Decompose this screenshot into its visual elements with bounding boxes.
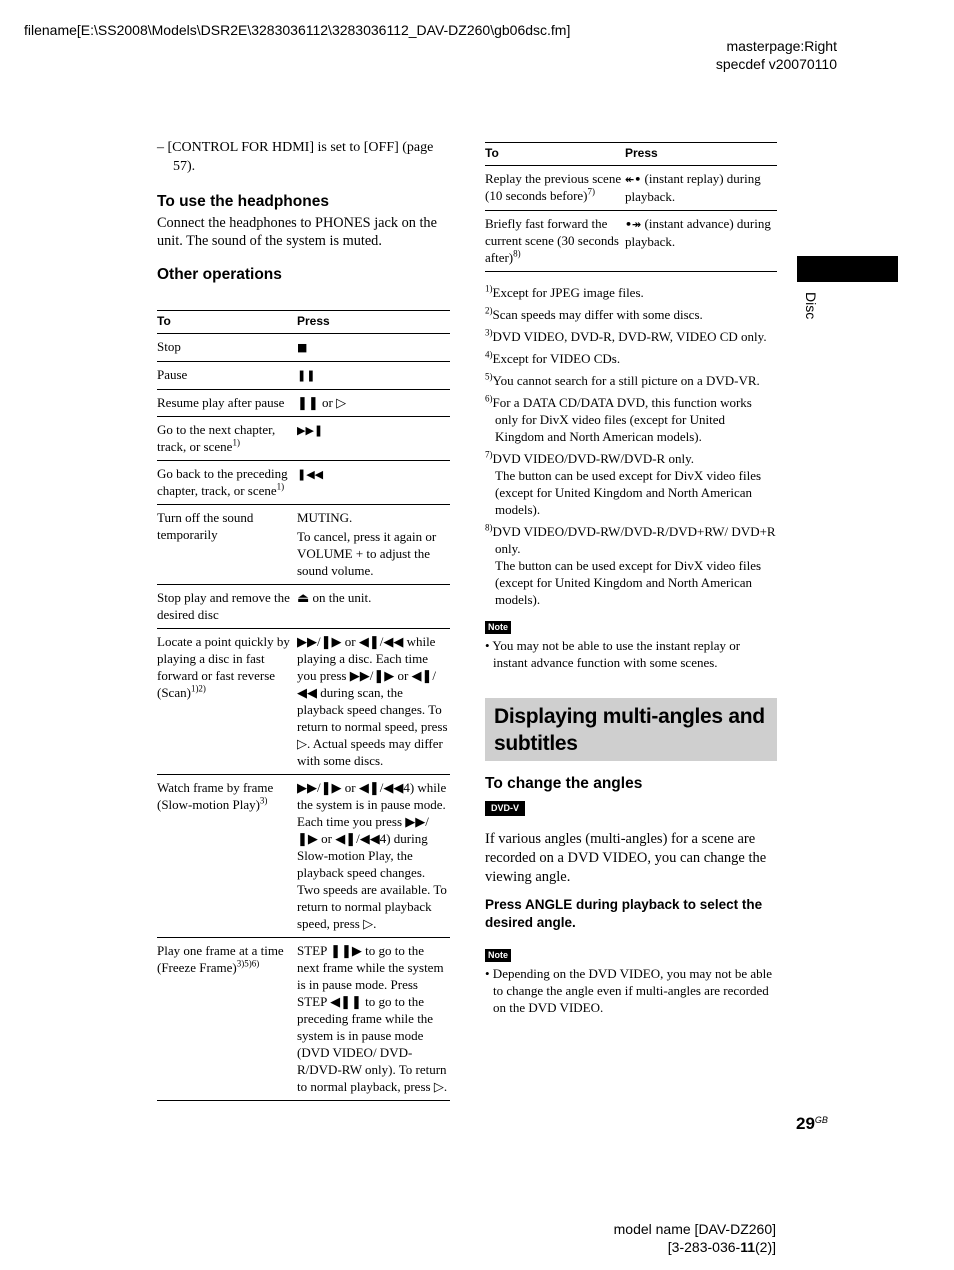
masterpage-header [716,37,837,73]
row-to [485,166,625,211]
row-to: Stop play and remove the desired disc [157,585,297,629]
footnote-ref: 1) [232,437,240,448]
table-row [157,629,450,775]
angles-instruction: Press ANGLE during playback to select the desired angle. [485,897,763,930]
previous-icon: ❚◀◀ [297,468,324,481]
footnote: $^{5)}$You cannot search for a still picture on a DVD-VR. [485,371,760,388]
row-press-line1: MUTING. [297,510,353,525]
row-to [157,938,297,1101]
footnote: $^{1)}$Except for JPEG image files. [485,283,644,300]
stop-icon: ■ [297,341,308,354]
col-header-to: To [157,311,297,334]
footnote-ref: 3)5)6) [236,958,260,969]
row-press [297,461,450,505]
col-header-to: To [485,143,625,166]
masterpage-label: masterpage:Right [726,38,837,54]
footnotes [485,284,777,608]
hdmi-condition: – [CONTROL FOR HDMI] is set to [OFF] (page 57). [157,140,434,174]
table-row [157,461,450,505]
row-press-text: (instant advance) during playback. [625,216,771,249]
row-press [297,334,450,362]
footnote: $^{3)}$DVD VIDEO, DVD-R, DVD-RW, VIDEO CD only. [485,327,767,344]
row-press: ❚❚ or ▷ [297,390,450,417]
row-to-text: Watch frame by frame (Slow-motion Play) [157,780,274,812]
footnote: $^{8)}$DVD VIDEO/DVD-RW/DVD-R/DVD+RW/ DVD+R only. The button can be used except for DivX video files (except for United Kingdom and North American models). [485,522,776,607]
row-to [485,211,625,272]
footnote-ref: 3) [259,795,268,806]
footnote-ref: 8) [513,248,521,259]
footnote-ref: 1)2) [190,683,206,694]
col-header-press: Press [625,143,777,166]
row-press-line2: To cancel, press it again or VOLUME + to adjust the sound volume. [297,529,437,578]
page-number-suffix: GB [814,1115,828,1125]
headphones-text: Connect the headphones to PHONES jack on the unit. The sound of the system is muted. [157,215,437,249]
instant-advance-icon: •↠ [625,218,642,231]
table-row [157,585,450,629]
table-row [485,211,777,272]
note-text: • You may not be able to use the instant replay or instant advance function with some scenes. [485,638,741,670]
row-to-text: Play one frame at a time (Freeze Frame) [157,943,284,975]
dvd-video-badge: DVD-V [485,801,525,816]
row-to [157,629,297,775]
row-to: Turn off the sound temporarily [157,505,297,585]
headphones-heading: To use the headphones [157,193,329,210]
instant-table [485,142,777,272]
note-block [485,617,777,671]
footnote: $^{6)}$For a DATA CD/DATA DVD, this function works only for DivX video files (except for United Kingdom and North American models). [485,393,752,444]
table-row [157,938,450,1101]
note-block-2 [485,945,777,1016]
footnote-ref: 1) [276,481,285,492]
row-to-text: Briefly fast forward the current scene (30 seconds after) [485,216,619,265]
table-row [157,505,450,585]
row-to [157,461,297,505]
left-column [157,138,450,1101]
table-row [157,362,450,390]
row-press-text: (instant replay) during playback. [625,171,761,204]
row-press: ▶▶/❚▶ or ◀❚/◀◀4) while the system is in pause mode. Each time you press ▶▶/❚▶ or ◀❚/◀◀4) during Slow-motion Play, the playback speed changes. Two speeds are available. To return to normal playback speed, press ▷. [297,775,450,938]
footnote: $^{7)}$DVD VIDEO/DVD-RW/DVD-R only. The button can be used except for DivX video files (except for United Kingdom and North American models). [485,449,762,517]
angles-heading: To change the angles [485,775,643,792]
part-code: [3-283-036-11(2)] [667,1239,776,1255]
note-badge: Note [485,949,511,962]
row-press: ⏏ on the unit. [297,585,450,629]
specdef-label: specdef v20070110 [715,56,837,72]
row-press: STEP ❚❚▶ to go to the next frame while the system is in pause mode. Press STEP ◀❚❚ to go to the preceding frame while the system is in pause mode (DVD VIDEO/ DVD-R/DVD-RW only). To return to normal playback, press ▷. [297,938,450,1101]
row-to: Pause [157,362,297,390]
table-row [157,775,450,938]
dvd-video-badge-wrap [485,798,777,816]
footnote: $^{2)}$Scan speeds may differ with some discs. [485,305,703,322]
row-press [625,166,777,211]
table-row [157,390,450,417]
row-to-text: Go back to the preceding chapter, track, or scene [157,466,288,498]
next-icon: ▶▶❚ [297,424,324,437]
footnote-ref: 7) [587,186,596,197]
section-tab-bar [797,256,898,282]
row-to-text: Locate a point quickly by playing a disc in fast forward or fast reverse (Scan) [157,634,290,700]
instant-replay-icon: ↞• [625,173,642,186]
row-to-text: Replay the previous scene (10 seconds before) [485,171,622,203]
row-to: Stop [157,334,297,362]
row-to [157,775,297,938]
page-number [796,1114,828,1134]
row-press [297,362,450,390]
section-tab-label: Disc [803,292,819,320]
col-header-press: Press [297,311,450,334]
footer [614,1220,776,1256]
right-column [485,142,777,1016]
row-to: Resume play after pause [157,390,297,417]
row-press [297,417,450,461]
row-to [157,417,297,461]
operations-table [157,310,450,1101]
table-row [485,166,777,211]
page-number-value: 29 [796,1114,815,1133]
table-row [157,334,450,362]
filename-header: filename[E:\SS2008\Models\DSR2E\3283036112\3283036112_DAV-DZ260\gb06dsc.fm] [24,22,571,38]
footnote: $^{4)}$Except for VIDEO CDs. [485,349,621,366]
model-name: model name [DAV-DZ260] [613,1221,776,1237]
row-press [297,505,450,585]
row-to-text: Go to the next chapter, track, or scene [157,422,276,454]
table-row [157,417,450,461]
row-press: ▶▶/❚▶ or ◀❚/◀◀ while playing a disc. Each time you press ▶▶/❚▶ or ◀❚/◀◀ during scan, the playback speed changes. To return to normal speed, press ▷. Actual speeds may differ with some discs. [297,629,450,775]
angles-text: If various angles (multi-angles) for a scene are recorded on a DVD VIDEO, you can change the viewing angle. [485,831,767,885]
other-operations-heading: Other operations [157,266,282,283]
row-press [625,211,777,272]
pause-icon: ❚❚ [297,369,316,382]
note-badge: Note [485,621,511,634]
note-text: • Depending on the DVD VIDEO, you may not be able to change the angle even if multi-angles are recorded on the DVD VIDEO. [485,966,773,1015]
section-title: Displaying multi-angles and subtitles [485,698,777,761]
